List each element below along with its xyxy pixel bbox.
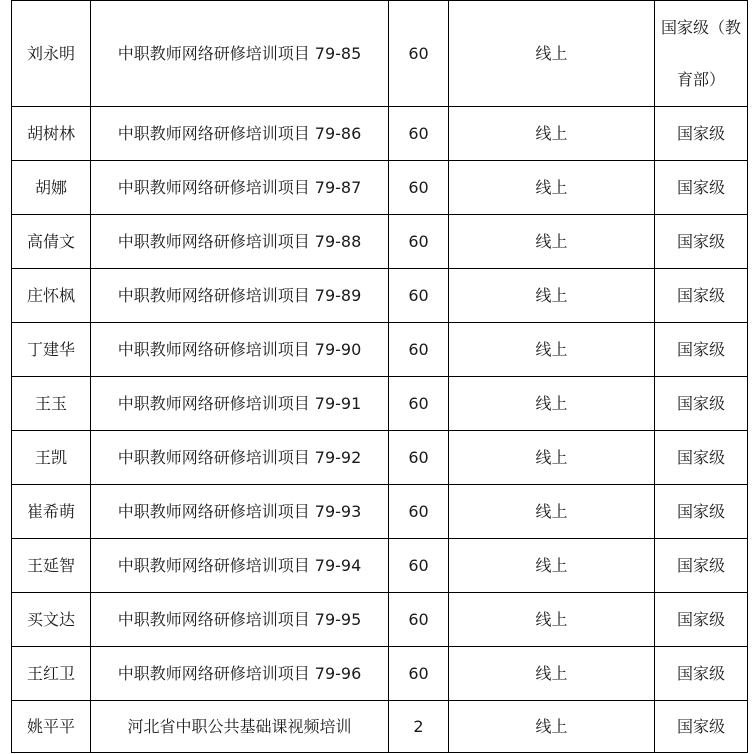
hours-cell: 60 (389, 107, 449, 161)
project-name-cell: 中职教师网络研修培训项目 79-85 (91, 1, 389, 107)
level-cell: 国家级 (655, 215, 748, 269)
table-row (12, 107, 748, 161)
level-cell: 国家级 (655, 323, 748, 377)
teacher-name-cell: 王红卫 (12, 647, 91, 701)
hours-cell: 60 (389, 593, 449, 647)
hours-cell: 60 (389, 215, 449, 269)
training-mode-cell: 线上 (449, 431, 655, 485)
training-mode-cell: 线上 (449, 215, 655, 269)
project-name-cell: 中职教师网络研修培训项目 79-88 (91, 215, 389, 269)
teacher-name-cell: 高倩文 (12, 215, 91, 269)
training-mode-cell: 线上 (449, 647, 655, 701)
table-row (12, 323, 748, 377)
teacher-name-cell: 王玉 (12, 377, 91, 431)
table-row (12, 539, 748, 593)
table-row (12, 1, 748, 107)
hours-cell: 60 (389, 539, 449, 593)
teacher-name-cell: 丁建华 (12, 323, 91, 377)
teacher-name-cell: 胡树林 (12, 107, 91, 161)
hours-cell: 60 (389, 647, 449, 701)
table-row (12, 485, 748, 539)
training-mode-cell: 线上 (449, 377, 655, 431)
training-mode-cell: 线上 (449, 485, 655, 539)
project-name-cell: 中职教师网络研修培训项目 79-93 (91, 485, 389, 539)
level-cell: 国家级 (655, 431, 748, 485)
training-mode-cell: 线上 (449, 539, 655, 593)
level-cell: 国家级 (655, 701, 748, 753)
hours-cell: 60 (389, 485, 449, 539)
project-name-cell: 中职教师网络研修培训项目 79-90 (91, 323, 389, 377)
table-row (12, 593, 748, 647)
training-mode-cell: 线上 (449, 593, 655, 647)
training-mode-cell: 线上 (449, 1, 655, 107)
table-row (12, 647, 748, 701)
training-mode-cell: 线上 (449, 161, 655, 215)
level-cell: 国家级 (655, 539, 748, 593)
training-mode-cell: 线上 (449, 701, 655, 753)
level-cell: 国家级 (655, 485, 748, 539)
training-mode-cell: 线上 (449, 107, 655, 161)
teacher-name-cell: 买文达 (12, 593, 91, 647)
project-name-cell: 中职教师网络研修培训项目 79-89 (91, 269, 389, 323)
teacher-name-cell: 胡娜 (12, 161, 91, 215)
table-row (12, 215, 748, 269)
teacher-name-cell: 崔希萌 (12, 485, 91, 539)
table-row (12, 161, 748, 215)
table-row (12, 431, 748, 485)
level-cell: 国家级 (655, 647, 748, 701)
level-cell: 国家级 (655, 161, 748, 215)
project-name-cell: 中职教师网络研修培训项目 79-92 (91, 431, 389, 485)
teacher-name-cell: 王凯 (12, 431, 91, 485)
level-cell (655, 1, 748, 107)
teacher-name-cell: 姚平平 (12, 701, 91, 753)
table-row (12, 377, 748, 431)
level-line-2: 育部） (676, 69, 725, 89)
project-name-cell: 中职教师网络研修培训项目 79-96 (91, 647, 389, 701)
project-name-cell: 中职教师网络研修培训项目 79-87 (91, 161, 389, 215)
project-name-cell: 中职教师网络研修培训项目 79-86 (91, 107, 389, 161)
project-name-cell: 河北省中职公共基础课视频培训 (91, 701, 389, 753)
level-cell: 国家级 (655, 377, 748, 431)
hours-cell: 60 (389, 161, 449, 215)
project-name-cell: 中职教师网络研修培训项目 79-91 (91, 377, 389, 431)
hours-cell: 60 (389, 431, 449, 485)
table-row (12, 701, 748, 753)
level-cell: 国家级 (655, 107, 748, 161)
table-row (12, 269, 748, 323)
teacher-name-cell: 庄怀枫 (12, 269, 91, 323)
project-name-cell: 中职教师网络研修培训项目 79-94 (91, 539, 389, 593)
project-name-cell: 中职教师网络研修培训项目 79-95 (91, 593, 389, 647)
level-cell: 国家级 (655, 269, 748, 323)
hours-cell: 60 (389, 1, 449, 107)
level-line-1: 国家级（教 (660, 17, 741, 37)
level-cell: 国家级 (655, 593, 748, 647)
hours-cell: 60 (389, 269, 449, 323)
teacher-name-cell: 刘永明 (12, 1, 91, 107)
training-mode-cell: 线上 (449, 269, 655, 323)
hours-cell: 60 (389, 377, 449, 431)
training-records-table (11, 0, 748, 753)
hours-cell: 2 (389, 701, 449, 753)
training-mode-cell: 线上 (449, 323, 655, 377)
hours-cell: 60 (389, 323, 449, 377)
teacher-name-cell: 王延智 (12, 539, 91, 593)
